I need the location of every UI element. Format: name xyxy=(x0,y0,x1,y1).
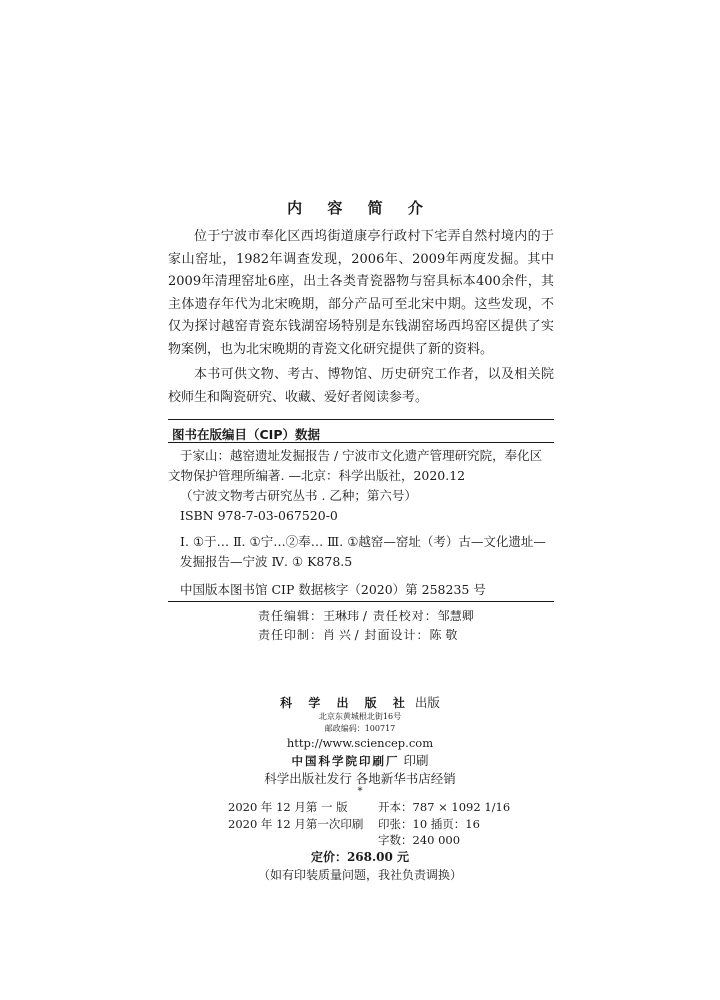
cip-classification-line-1: Ⅰ. ①于… Ⅱ. ①宁…②奉… Ⅲ. ①越窑—窑址（考）古—文化遗址— xyxy=(180,534,546,549)
intro-paragraph-2: 本书可供文物、考古、博物馆、历史研究工作者，以及相关院校师生和陶瓷研究、收藏、爱好者阅读参考。 xyxy=(168,367,554,405)
spec-block xyxy=(228,799,510,849)
cover-name: 陈 敬 xyxy=(429,628,458,642)
price-value: 268.00 元 xyxy=(346,850,410,864)
format-text: 开本：787 × 1092 1/16 xyxy=(378,800,511,814)
cip-data-number: 中国版本图书馆 CIP 数据核字（2020）第 258235 号 xyxy=(180,582,486,597)
credits-row-2 xyxy=(258,626,474,645)
cip-classification xyxy=(168,532,554,572)
cover-label: / 封面设计： xyxy=(354,628,430,642)
spec-row-3 xyxy=(228,832,510,849)
publisher-name-line xyxy=(0,693,720,711)
cip-heading: 图书在版编目（CIP）数据 xyxy=(172,427,320,442)
credits-row-1 xyxy=(258,607,474,626)
printing-text: 2020 年 12 月第一次印刷 xyxy=(228,816,364,831)
proofreader-label: / 责任校对： xyxy=(362,609,438,623)
cip-bottom-rule xyxy=(168,601,554,602)
spec-row-2 xyxy=(228,816,510,833)
proofreader-name: 邹慧卿 xyxy=(437,609,474,623)
intro-title: 内 容 简 介 xyxy=(287,199,433,217)
price-block xyxy=(0,848,720,884)
cip-series-line: （宁波文物考古研究丛书 . 乙种；第六号） xyxy=(180,488,417,503)
printer-line xyxy=(0,752,720,770)
distribution-line: 科学出版社发行 各地新华书店经销 xyxy=(264,771,456,786)
edition-text: 2020 年 12 月第 一 版 xyxy=(228,800,348,814)
sheets-text: 印张：10 插页：16 xyxy=(378,816,480,831)
printing-name: 肖 兴 xyxy=(323,628,351,642)
editor-name: 王琳玮 xyxy=(323,609,360,623)
cip-title-line: 于家山：越窑遗址发掘报告 / 宁波市文化遗产管理研究院，奉化区文物保护管理所编著. —北京：科学出版社，2020.12 xyxy=(168,448,543,483)
publisher-name: 科 学 出 版 社 xyxy=(280,696,411,710)
publisher-suffix: 出版 xyxy=(414,695,440,710)
price-line xyxy=(0,848,720,866)
quality-note: （如有印装质量问题，我社负责调换） xyxy=(257,868,462,882)
cip-record xyxy=(168,446,554,526)
cip-isbn: ISBN 978-7-03-067520-0 xyxy=(180,508,338,523)
publisher-block xyxy=(0,693,720,751)
printer-name: 中国科学院印刷厂 xyxy=(291,754,400,768)
price-label: 定价： xyxy=(310,850,347,864)
publisher-address: 北京东黄城根北街16号 xyxy=(318,712,402,721)
spec-row-1 xyxy=(228,799,510,816)
printer-suffix: 印刷 xyxy=(403,753,429,768)
intro-paragraph-1: 位于宁波市奉化区西坞街道康亭行政村下宅弄自然村境内的于家山窑址，1982年调查发现，2006年、2009年两度发掘。其中2009年清理窑址6座，出土各类青瓷器物与窑具标本400余件，其主体遗存年代为北宋晚期，部分产品可至北宋中期。这些发现，不仅为探讨越窑青瓷东钱湖窑场特别是东钱湖窑场西坞窑区提供了实物案例，也为北宋晚期的青瓷文化研究提供了新的资料。 xyxy=(168,229,554,357)
printing-label: 责任印制： xyxy=(258,628,324,642)
cip-classification-line-2: 发掘报告—宁波 Ⅳ. ① K878.5 xyxy=(180,554,353,569)
intro-text xyxy=(168,226,554,412)
star-separator: * xyxy=(357,786,363,797)
printer-block xyxy=(0,752,720,788)
editor-label: 责任编辑： xyxy=(258,609,324,623)
words-text: 字数：240 000 xyxy=(378,833,461,847)
cip-top-rule xyxy=(168,419,554,420)
publisher-postcode: 邮政编码：100717 xyxy=(324,724,396,733)
credits xyxy=(258,607,474,645)
publisher-url: http://www.sciencep.com xyxy=(286,736,434,750)
cip-heading-rule xyxy=(168,442,554,443)
